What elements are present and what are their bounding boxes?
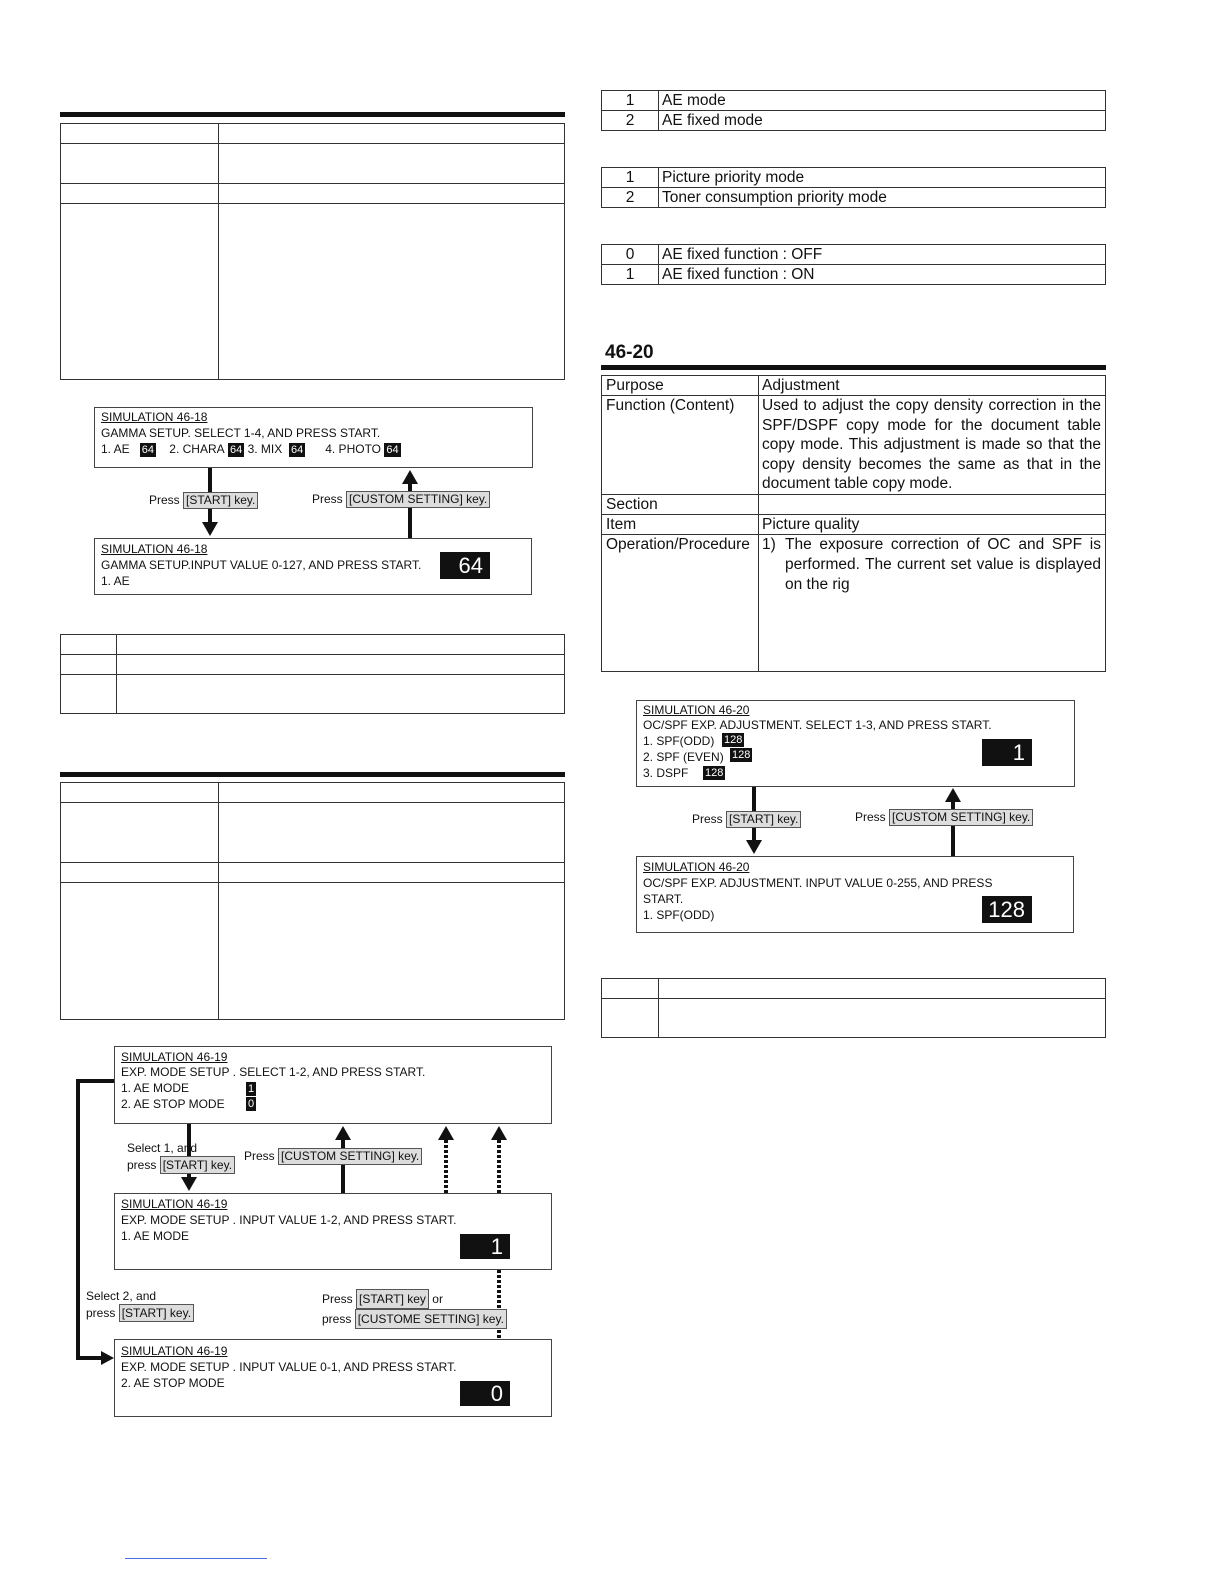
spec-table-4620 [601, 375, 1106, 672]
current-value-display: 128 [982, 896, 1032, 923]
screen-item: 2. AE STOP MODE [121, 1097, 225, 1111]
screen-item: 1. AE MODE [121, 1081, 190, 1095]
screen-instruction-cont: START. [643, 892, 684, 906]
section-label: Section [606, 496, 658, 513]
screen-instruction: EXP. MODE SETUP . SELECT 1-2, AND PRESS START. [121, 1065, 426, 1079]
press-label: Press [312, 492, 343, 506]
screen-instruction: EXP. MODE SETUP . INPUT VALUE 1-2, AND PRESS START. [121, 1213, 457, 1227]
screen-instruction: GAMMA SETUP. SELECT 1-4, AND PRESS START. [101, 426, 381, 440]
table-ae-fixed [601, 244, 1106, 285]
key-hint-start-or-custom [322, 1289, 507, 1329]
item-value: Picture quality [762, 516, 860, 533]
dashed-arrow-up-icon [491, 1126, 507, 1140]
row-number: 1 [625, 169, 635, 186]
custome-setting-key: [CUSTOME SETTING] key. [355, 1309, 507, 1329]
current-value-display: 64 [440, 552, 490, 579]
custom-setting-key: [CUSTOM SETTING] key. [346, 491, 490, 508]
press-label: Press [244, 1149, 275, 1163]
row-text: Toner consumption priority mode [662, 189, 887, 206]
key-hint-start [149, 492, 258, 509]
screen-item: 1. SPF(ODD) [643, 908, 715, 922]
sim-screen-4618-select [94, 407, 533, 468]
dashed-arrow-shaft [444, 1140, 448, 1194]
press-label: Press [692, 812, 723, 826]
current-value-display: 1 [982, 739, 1032, 766]
operation-label: Operation/Procedure [606, 536, 750, 553]
item-value-badge: 64 [230, 444, 243, 456]
connector-line-top [76, 1079, 114, 1083]
table-ae-mode [601, 90, 1106, 131]
key-hint-select2 [86, 1288, 194, 1322]
spec-table-4619 [60, 782, 565, 1020]
purpose-value: Adjustment [762, 377, 840, 394]
screen-item: 3. DSPF [643, 766, 689, 780]
screen-instruction: GAMMA SETUP.INPUT VALUE 0-127, AND PRESS START. [101, 558, 422, 572]
item-value-badge: 128 [724, 734, 743, 746]
start-key: [START] key [356, 1289, 429, 1309]
key-hint-custom [855, 809, 1033, 826]
screen-title: SIMULATION 46-18 [101, 410, 208, 424]
dashed-arrow-shaft [497, 1140, 501, 1194]
current-value-display: 0 [460, 1381, 510, 1406]
arrow-up-icon [335, 1126, 351, 1140]
dashed-arrow-up-icon [438, 1126, 454, 1140]
screen-title: SIMULATION 46-18 [101, 542, 208, 556]
row-text: AE fixed mode [662, 112, 763, 129]
row-text: AE mode [662, 92, 726, 109]
row-number: 2 [625, 189, 635, 206]
arrow-up-icon [402, 470, 418, 484]
start-key: [START] key. [183, 492, 258, 509]
row-number: 0 [625, 246, 635, 263]
start-key: [START] key. [726, 811, 801, 828]
item-label: 4. PHOTO [325, 442, 382, 456]
screen-item-row [101, 442, 401, 457]
row-number: 1 [625, 92, 635, 109]
screen-item: 2. SPF (EVEN) [643, 750, 724, 764]
footer-rule [125, 1558, 267, 1559]
connector-line-bottom [76, 1356, 102, 1360]
press-label: press [127, 1158, 157, 1172]
screen-title: SIMULATION 46-19 [121, 1197, 228, 1211]
sim-screen-4618-input [94, 538, 532, 595]
operation-step-number: 1) [762, 536, 776, 553]
press-label: Press [149, 493, 180, 507]
screen-title: SIMULATION 46-20 [643, 703, 750, 717]
value-table-4620 [601, 978, 1106, 1038]
arrow-down-icon [746, 840, 762, 854]
operation-step-text: The exposure correction of OC and SPF is performed. The current set value is displayed on the rig [785, 536, 1101, 593]
screen-title: SIMULATION 46-20 [643, 860, 750, 874]
purpose-label: Purpose [606, 377, 664, 394]
row-number: 2 [625, 112, 635, 129]
item-value-badge: 128 [705, 767, 724, 779]
sim-screen-4619-input-stop [114, 1339, 552, 1417]
function-value: Used to adjust the copy density correction in the SPF/DSPF copy mode for the document table copy mode. This adjustment is made so that the copy density becomes the same as that in the document table copy mode. [762, 397, 1101, 493]
press-label: press [322, 1312, 352, 1326]
section-heading: 46-20 [605, 342, 654, 363]
row-text: AE fixed function : OFF [662, 246, 823, 263]
arrow-right-icon [101, 1351, 114, 1365]
arrow-down-icon [202, 522, 218, 536]
screen-title: SIMULATION 46-19 [121, 1344, 228, 1358]
press-label: Press [322, 1292, 353, 1306]
item-value-badge: 128 [732, 749, 751, 761]
item-value-badge: 64 [386, 444, 399, 456]
section-rule-4619 [60, 772, 565, 777]
item-label: 1. AE [101, 442, 130, 456]
function-label: Function (Content) [606, 397, 735, 414]
key-hint-start [692, 811, 801, 828]
item-value-badge: 0 [248, 1098, 255, 1110]
screen-instruction: OC/SPF EXP. ADJUSTMENT. INPUT VALUE 0-255, AND PRESS [643, 876, 993, 890]
screen-instruction: EXP. MODE SETUP . INPUT VALUE 0-1, AND PRESS START. [121, 1360, 457, 1374]
row-text: Picture priority mode [662, 169, 805, 186]
table-priority [601, 167, 1106, 208]
start-key: [START] key. [160, 1156, 235, 1174]
arrow-down-icon [181, 1177, 197, 1191]
custom-setting-key: [CUSTOM SETTING] key. [889, 809, 1033, 826]
key-hint-select1 [127, 1140, 235, 1174]
connector-line-vertical [76, 1079, 80, 1360]
screen-item: 1. AE MODE [121, 1229, 190, 1243]
item-value-badge: 1 [248, 1083, 255, 1095]
item-value-badge: 64 [141, 444, 154, 456]
current-value-display: 1 [460, 1234, 510, 1259]
screen-item: 1. AE [101, 574, 130, 588]
screen-title: SIMULATION 46-19 [121, 1050, 228, 1064]
item-value-badge: 64 [290, 444, 304, 456]
hint-text: Select 2, and [86, 1289, 157, 1303]
screen-item: 1. SPF(ODD) [643, 734, 715, 748]
custom-setting-key: [CUSTOM SETTING] key. [278, 1148, 422, 1165]
item-label: Item [606, 516, 637, 533]
hint-text: Select 1, and [127, 1141, 198, 1155]
row-text: AE fixed function : ON [662, 266, 815, 283]
section-rule-4620 [601, 365, 1106, 370]
start-key: [START] key. [119, 1304, 194, 1322]
sim-screen-4619-input-ae [114, 1193, 552, 1270]
sim-screen-4620-input [636, 856, 1074, 933]
item-label: 3. MIX [247, 442, 283, 456]
press-label: press [86, 1306, 116, 1320]
row-number: 1 [625, 266, 635, 283]
or-label: or [432, 1292, 443, 1306]
sim-screen-4619-select [114, 1046, 552, 1124]
sim-screen-4620-select [636, 700, 1075, 787]
spec-table-4618 [60, 123, 565, 380]
section-rule-4618 [60, 112, 565, 117]
value-table-4618 [60, 634, 565, 714]
screen-item: 2. AE STOP MODE [121, 1376, 225, 1390]
arrow-up-icon [945, 788, 961, 802]
item-label: 2. CHARA [169, 442, 225, 456]
press-label: Press [855, 810, 886, 824]
screen-instruction: OC/SPF EXP. ADJUSTMENT. SELECT 1-3, AND PRESS START. [643, 718, 992, 732]
key-hint-custom [312, 491, 490, 508]
key-hint-custom [244, 1148, 422, 1165]
